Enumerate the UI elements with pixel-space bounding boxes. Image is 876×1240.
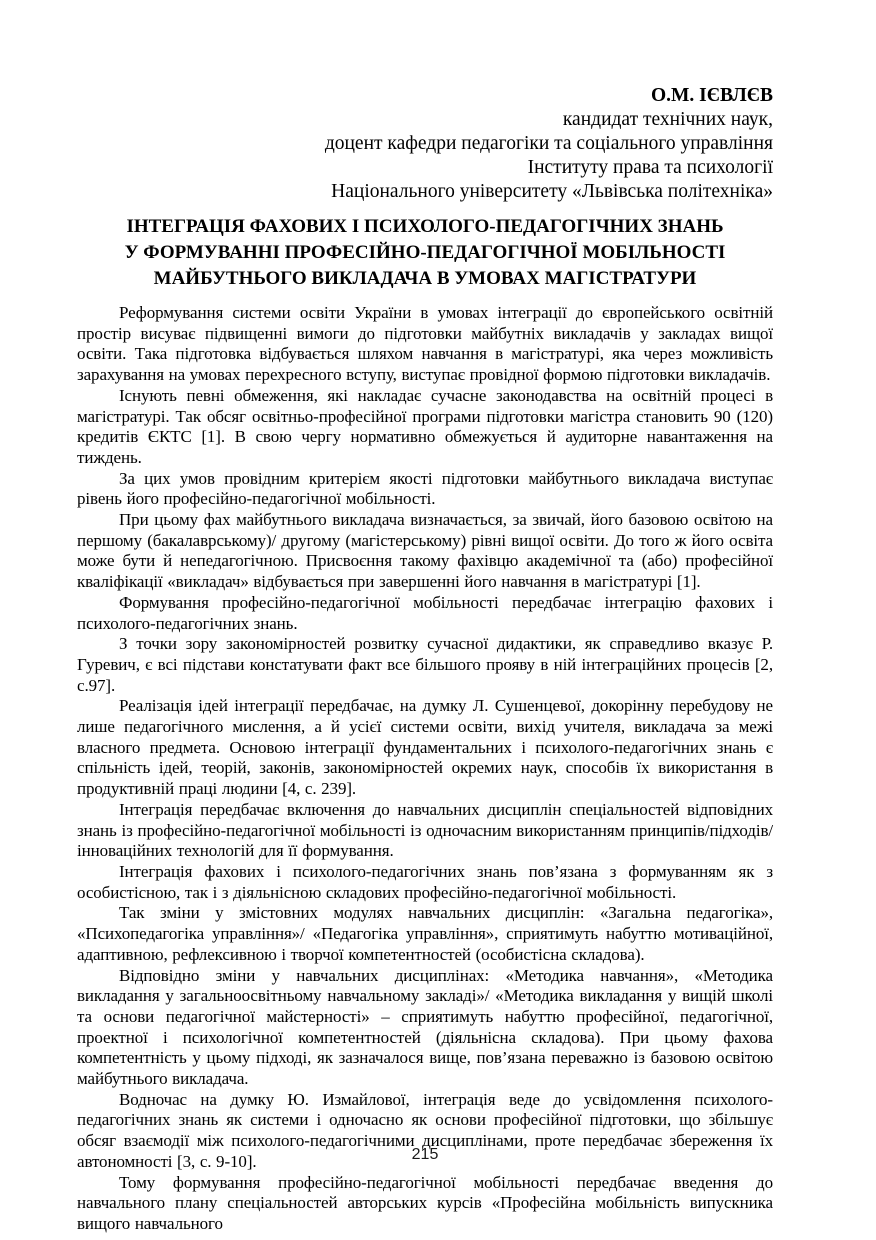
paragraph-7: Реалізація ідей інтеграції передбачає, на думку Л. Сушенцевої, докорінну перебудову не лише педагогічного мислення, а й усієї системи освіти, вихід учителя, викладача за межі власного предмета. Основою інтеграції фундаментальних і психолого-педагогічних знань є спільність ідей, теорій, законів, закономірностей окремих наук, способів їх використання в продуктивній праці людини [4, с. 239]. (77, 696, 773, 799)
article-title-line-2: У ФОРМУВАННІ ПРОФЕСІЙНО-ПЕДАГОГІЧНОЇ МОБІЛЬНОСТІ (124, 242, 726, 263)
paragraph-11: Відповідно зміни у навчальних дисциплінах: «Методика навчання», «Методика викладання у загальноосвітньому навчальному закладі»/ «Методика викладання у вищій школі та основи педагогічної майстерності» – сприятимуть набуттю професійної, педагогічної, проектної і психологічної компетентностей (діяльнісна складова). При цьому фахова компетентність у цьому підході, як зазначалося вище, пов’язана переважно із базовою освітою майбутнього викладача. (77, 965, 773, 1089)
paragraph-5: Формування професійно-педагогічної мобільності передбачає інтеграцію фахових і психолого-педагогічних знань. (77, 592, 773, 633)
article-title (77, 214, 773, 292)
page-content (77, 0, 773, 1235)
paragraph-3: За цих умов провідним критерієм якості підготовки майбутнього викладача виступає рівень його професійно-педагогічної мобільності. (77, 468, 773, 509)
paragraph-13: Тому формування професійно-педагогічної мобільності передбачає введення до навчального плану спеціальностей авторських курсів «Професійна мобільність випускника вищого навчального (77, 1172, 773, 1233)
author-block (77, 84, 773, 204)
paragraph-9: Інтеграція фахових і психолого-педагогічних знань пов’язана з формуванням як з особистісною, так і з діяльнісною складових професійно-педагогічної мобільності. (77, 861, 773, 902)
article-body (77, 303, 773, 1235)
paragraph-10: Так зміни у змістовних модулях навчальних дисциплін: «Загальна педагогіка», «Психопедагогіка управління»/ «Педагогіка управління», сприятимуть набуттю мотиваційної, адаптивною, рефлексивною і творчої компетентностей (особистісна складова). (77, 903, 773, 964)
author-affiliation-line-4: Національного університету «Львівська політехніка» (331, 181, 773, 202)
paragraph-12: Водночас на думку Ю. Измайлової, інтеграція веде до усвідомлення психолого-педагогічних знань як системи і одночасно як основи професійної підготовки, що збільшує обсяг взаємодії між психолого-педагогічними дисциплінами, проте передбачає збереження їх автономності [3, с. 9-10]. (77, 1089, 773, 1171)
author-name: О.М. ІЄВЛЄВ (650, 85, 773, 106)
paragraph-4: При цьому фах майбутнього викладача визначається, за звичай, його базовою освітою на першому (бакалаврському)/ другому (магістерському) рівні вищої освіти. До того ж його освіта може бути й непедагогічною. Присвоєння такому фахівцю академічної та (або) професійної кваліфікації «викладач» відбувається при завершенні його навчання в магістратурі [1]. (77, 510, 773, 592)
paragraph-2: Існують певні обмеження, які накладає сучасне законодавства на освітній процесі в магістратурі. Так обсяг освітньо-професійної програми підготовки магістра становить 90 (120) кредитів ЄКТС [1]. В свою чергу нормативно обмежується й аудиторне навантаження на тиждень. (77, 385, 773, 467)
author-affiliation-line-2: доцент кафедри педагогіки та соціального управління (324, 133, 773, 154)
page-number: 215 (411, 1146, 439, 1163)
article-title-line-1: ІНТЕГРАЦІЯ ФАХОВИХ І ПСИХОЛОГО-ПЕДАГОГІЧНИХ ЗНАНЬ (126, 216, 724, 237)
article-title-line-3: МАЙБУТНЬОГО ВИКЛАДАЧА В УМОВАХ МАГІСТРАТУРИ (153, 268, 697, 289)
paragraph-8: Інтеграція передбачає включення до навчальних дисциплін спеціальностей відповідних знань із професійно-педагогічної мобільності із одночасним використанням принципів/підходів/інноваційних технологій для її формування. (77, 799, 773, 861)
author-affiliation-line-1: кандидат технічних наук, (562, 109, 773, 130)
paragraph-6: З точки зору закономірностей розвитку сучасної дидактики, як справедливо вказує Р. Гуревич, є всі підстави констатувати факт все більшого прояву в ній інтеграційних процесів [2, с.97]. (77, 634, 773, 695)
paragraph-1: Реформування системи освіти України в умовах інтеграції до європейського освітній простір висуває підвищенні вимоги до підготовки майбутніх викладачів у закладах вищої освіти. Така підготовка відбувається шляхом навчання в магістратурі, яка через можливість зарахування на умовах перехресного вступу, виступає провідної формою підготовки викладачів. (77, 303, 773, 385)
author-affiliation-line-3: Інституту права та психології (527, 157, 773, 178)
